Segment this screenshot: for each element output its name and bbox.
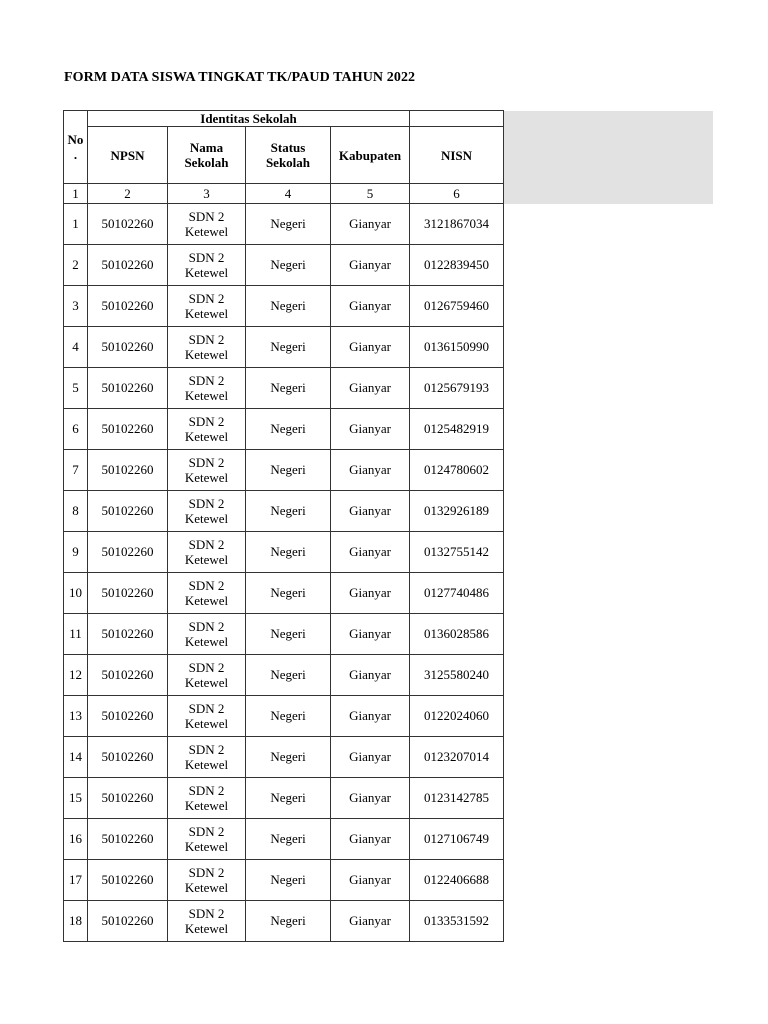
cell-nisn: 3125580240 bbox=[410, 655, 504, 696]
cell-no: 3 bbox=[64, 286, 88, 327]
cell-nama-line1: SDN 2 bbox=[188, 906, 225, 921]
cell-kabupaten: Gianyar bbox=[331, 532, 410, 573]
cell-nisn: 0123207014 bbox=[410, 737, 504, 778]
header-identitas-sekolah: Identitas Sekolah bbox=[88, 111, 410, 127]
header-nisn: NISN bbox=[410, 127, 504, 184]
header-nama-line1: Nama bbox=[189, 140, 224, 155]
cell-nisn: 0122406688 bbox=[410, 860, 504, 901]
cell-no: 10 bbox=[64, 573, 88, 614]
cell-nama-line2: Ketewel bbox=[184, 388, 229, 403]
column-number-row bbox=[64, 184, 504, 204]
cell-status-sekolah: Negeri bbox=[246, 614, 331, 655]
cell-nama-sekolah bbox=[168, 860, 246, 901]
cell-nama-line1: SDN 2 bbox=[188, 414, 225, 429]
cell-no: 5 bbox=[64, 368, 88, 409]
cell-kabupaten: Gianyar bbox=[331, 737, 410, 778]
table-row bbox=[64, 409, 504, 450]
cell-nama-line1: SDN 2 bbox=[188, 373, 225, 388]
cell-status-sekolah: Negeri bbox=[246, 696, 331, 737]
cell-nisn: 0122024060 bbox=[410, 696, 504, 737]
cell-kabupaten: Gianyar bbox=[331, 614, 410, 655]
table-header bbox=[64, 111, 504, 204]
cell-no: 4 bbox=[64, 327, 88, 368]
table-row bbox=[64, 327, 504, 368]
cell-nama-line2: Ketewel bbox=[184, 880, 229, 895]
cell-nama-line2: Ketewel bbox=[184, 634, 229, 649]
cell-status-sekolah: Negeri bbox=[246, 860, 331, 901]
cell-nama-line2: Ketewel bbox=[184, 306, 229, 321]
cell-status-sekolah: Negeri bbox=[246, 409, 331, 450]
cell-kabupaten: Gianyar bbox=[331, 491, 410, 532]
cell-nama-sekolah bbox=[168, 409, 246, 450]
cell-no: 16 bbox=[64, 819, 88, 860]
cell-kabupaten: Gianyar bbox=[331, 860, 410, 901]
table-row bbox=[64, 450, 504, 491]
header-blank-cell bbox=[410, 111, 504, 127]
cell-no: 17 bbox=[64, 860, 88, 901]
cell-nisn: 0122839450 bbox=[410, 245, 504, 286]
column-number-2: 2 bbox=[88, 184, 168, 204]
table-row bbox=[64, 491, 504, 532]
table-row bbox=[64, 532, 504, 573]
cell-npsn: 50102260 bbox=[88, 819, 168, 860]
cell-nama-sekolah bbox=[168, 778, 246, 819]
cell-npsn: 50102260 bbox=[88, 368, 168, 409]
cell-nama-sekolah bbox=[168, 901, 246, 942]
header-status-line2: Sekolah bbox=[265, 155, 311, 170]
cell-no: 15 bbox=[64, 778, 88, 819]
cell-status-sekolah: Negeri bbox=[246, 204, 331, 245]
header-status-line1: Status bbox=[270, 140, 306, 155]
cell-nama-sekolah bbox=[168, 450, 246, 491]
cell-nama-line1: SDN 2 bbox=[188, 332, 225, 347]
cell-nama-line2: Ketewel bbox=[184, 716, 229, 731]
cell-nisn: 0125679193 bbox=[410, 368, 504, 409]
cell-nama-sekolah bbox=[168, 696, 246, 737]
cell-npsn: 50102260 bbox=[88, 450, 168, 491]
cell-kabupaten: Gianyar bbox=[331, 696, 410, 737]
cell-npsn: 50102260 bbox=[88, 286, 168, 327]
cell-nama-sekolah bbox=[168, 614, 246, 655]
cell-nisn: 0127106749 bbox=[410, 819, 504, 860]
cell-kabupaten: Gianyar bbox=[331, 573, 410, 614]
cell-kabupaten: Gianyar bbox=[331, 286, 410, 327]
cell-npsn: 50102260 bbox=[88, 737, 168, 778]
table-row bbox=[64, 368, 504, 409]
cell-nama-line1: SDN 2 bbox=[188, 496, 225, 511]
cell-kabupaten: Gianyar bbox=[331, 778, 410, 819]
table-row bbox=[64, 614, 504, 655]
cell-npsn: 50102260 bbox=[88, 573, 168, 614]
cell-status-sekolah: Negeri bbox=[246, 327, 331, 368]
cell-kabupaten: Gianyar bbox=[331, 655, 410, 696]
cell-status-sekolah: Negeri bbox=[246, 655, 331, 696]
header-no-line2: . bbox=[73, 147, 78, 162]
cell-nisn: 3121867034 bbox=[410, 204, 504, 245]
cell-nama-line2: Ketewel bbox=[184, 224, 229, 239]
table-row bbox=[64, 245, 504, 286]
cell-nisn: 0124780602 bbox=[410, 450, 504, 491]
cell-nisn: 0123142785 bbox=[410, 778, 504, 819]
cell-status-sekolah: Negeri bbox=[246, 368, 331, 409]
form-title: FORM DATA SISWA TINGKAT TK/PAUD TAHUN 2022 bbox=[64, 70, 416, 85]
cell-status-sekolah: Negeri bbox=[246, 737, 331, 778]
cell-nama-line1: SDN 2 bbox=[188, 578, 225, 593]
cell-nama-line1: SDN 2 bbox=[188, 291, 225, 306]
column-number-3: 3 bbox=[168, 184, 246, 204]
header-no-line1: No bbox=[67, 132, 84, 147]
cell-status-sekolah: Negeri bbox=[246, 901, 331, 942]
cell-nama-line1: SDN 2 bbox=[188, 824, 225, 839]
cell-nisn: 0125482919 bbox=[410, 409, 504, 450]
cell-npsn: 50102260 bbox=[88, 614, 168, 655]
cell-nama-line2: Ketewel bbox=[184, 265, 229, 280]
cell-nama-line2: Ketewel bbox=[184, 757, 229, 772]
cell-nama-sekolah bbox=[168, 737, 246, 778]
cell-nama-line1: SDN 2 bbox=[188, 865, 225, 880]
cell-npsn: 50102260 bbox=[88, 245, 168, 286]
header-npsn: NPSN bbox=[88, 127, 168, 184]
cell-no: 11 bbox=[64, 614, 88, 655]
cell-nama-sekolah bbox=[168, 204, 246, 245]
cell-nama-line2: Ketewel bbox=[184, 798, 229, 813]
student-data-table bbox=[63, 110, 504, 942]
cell-no: 6 bbox=[64, 409, 88, 450]
cell-nama-sekolah bbox=[168, 491, 246, 532]
header-nama-sekolah bbox=[168, 127, 246, 184]
header-kabupaten: Kabupaten bbox=[331, 127, 410, 184]
cell-nisn: 0126759460 bbox=[410, 286, 504, 327]
cell-no: 2 bbox=[64, 245, 88, 286]
cell-nama-line2: Ketewel bbox=[184, 552, 229, 567]
cell-no: 18 bbox=[64, 901, 88, 942]
cell-status-sekolah: Negeri bbox=[246, 573, 331, 614]
cell-kabupaten: Gianyar bbox=[331, 327, 410, 368]
cell-kabupaten: Gianyar bbox=[331, 245, 410, 286]
column-number-1: 1 bbox=[64, 184, 88, 204]
cell-nisn: 0133531592 bbox=[410, 901, 504, 942]
cell-status-sekolah: Negeri bbox=[246, 245, 331, 286]
header-row-group bbox=[64, 111, 504, 127]
table-row bbox=[64, 901, 504, 942]
cell-nama-line1: SDN 2 bbox=[188, 455, 225, 470]
header-nama-line2: Sekolah bbox=[184, 155, 229, 170]
cell-nama-line1: SDN 2 bbox=[188, 660, 225, 675]
cell-no: 1 bbox=[64, 204, 88, 245]
cell-kabupaten: Gianyar bbox=[331, 409, 410, 450]
cell-nama-line2: Ketewel bbox=[184, 839, 229, 854]
table-row bbox=[64, 655, 504, 696]
cell-nama-sekolah bbox=[168, 327, 246, 368]
cell-nama-line2: Ketewel bbox=[184, 675, 229, 690]
cell-npsn: 50102260 bbox=[88, 655, 168, 696]
cell-npsn: 50102260 bbox=[88, 327, 168, 368]
cell-nama-line2: Ketewel bbox=[184, 470, 229, 485]
cell-npsn: 50102260 bbox=[88, 901, 168, 942]
cell-nama-line1: SDN 2 bbox=[188, 250, 225, 265]
cell-kabupaten: Gianyar bbox=[331, 819, 410, 860]
shaded-area bbox=[504, 111, 713, 204]
cell-status-sekolah: Negeri bbox=[246, 819, 331, 860]
cell-status-sekolah: Negeri bbox=[246, 532, 331, 573]
cell-no: 14 bbox=[64, 737, 88, 778]
cell-nama-sekolah bbox=[168, 532, 246, 573]
cell-nama-sekolah bbox=[168, 245, 246, 286]
table-row bbox=[64, 286, 504, 327]
cell-no: 12 bbox=[64, 655, 88, 696]
cell-kabupaten: Gianyar bbox=[331, 204, 410, 245]
cell-npsn: 50102260 bbox=[88, 532, 168, 573]
cell-nisn: 0136028586 bbox=[410, 614, 504, 655]
cell-kabupaten: Gianyar bbox=[331, 368, 410, 409]
table-body bbox=[64, 204, 504, 942]
cell-status-sekolah: Negeri bbox=[246, 450, 331, 491]
cell-kabupaten: Gianyar bbox=[331, 901, 410, 942]
cell-no: 13 bbox=[64, 696, 88, 737]
cell-nama-sekolah bbox=[168, 819, 246, 860]
header-status-sekolah bbox=[246, 127, 331, 184]
cell-nama-line2: Ketewel bbox=[184, 921, 229, 936]
cell-nisn: 0132926189 bbox=[410, 491, 504, 532]
header-no bbox=[64, 111, 88, 184]
cell-nama-sekolah bbox=[168, 286, 246, 327]
column-number-4: 4 bbox=[246, 184, 331, 204]
header-row-columns bbox=[64, 127, 504, 184]
table-row bbox=[64, 737, 504, 778]
cell-nama-line1: SDN 2 bbox=[188, 619, 225, 634]
cell-kabupaten: Gianyar bbox=[331, 450, 410, 491]
cell-nisn: 0127740486 bbox=[410, 573, 504, 614]
cell-npsn: 50102260 bbox=[88, 409, 168, 450]
table-row bbox=[64, 573, 504, 614]
cell-npsn: 50102260 bbox=[88, 696, 168, 737]
cell-npsn: 50102260 bbox=[88, 778, 168, 819]
cell-nama-line1: SDN 2 bbox=[188, 783, 225, 798]
cell-nama-line1: SDN 2 bbox=[188, 701, 225, 716]
cell-nama-line2: Ketewel bbox=[184, 593, 229, 608]
cell-nisn: 0132755142 bbox=[410, 532, 504, 573]
table-row bbox=[64, 204, 504, 245]
cell-no: 7 bbox=[64, 450, 88, 491]
cell-npsn: 50102260 bbox=[88, 491, 168, 532]
cell-status-sekolah: Negeri bbox=[246, 286, 331, 327]
cell-npsn: 50102260 bbox=[88, 204, 168, 245]
cell-npsn: 50102260 bbox=[88, 860, 168, 901]
column-number-5: 5 bbox=[331, 184, 410, 204]
cell-nama-line2: Ketewel bbox=[184, 429, 229, 444]
cell-nama-line1: SDN 2 bbox=[188, 742, 225, 757]
table-row bbox=[64, 778, 504, 819]
cell-nama-line2: Ketewel bbox=[184, 511, 229, 526]
column-number-6: 6 bbox=[410, 184, 504, 204]
cell-no: 8 bbox=[64, 491, 88, 532]
cell-nama-line1: SDN 2 bbox=[188, 209, 225, 224]
cell-nama-line2: Ketewel bbox=[184, 347, 229, 362]
table-row bbox=[64, 860, 504, 901]
cell-status-sekolah: Negeri bbox=[246, 778, 331, 819]
table-row bbox=[64, 696, 504, 737]
cell-no: 9 bbox=[64, 532, 88, 573]
cell-nama-sekolah bbox=[168, 655, 246, 696]
cell-nisn: 0136150990 bbox=[410, 327, 504, 368]
cell-nama-sekolah bbox=[168, 368, 246, 409]
table-row bbox=[64, 819, 504, 860]
cell-status-sekolah: Negeri bbox=[246, 491, 331, 532]
cell-nama-sekolah bbox=[168, 573, 246, 614]
cell-nama-line1: SDN 2 bbox=[188, 537, 225, 552]
